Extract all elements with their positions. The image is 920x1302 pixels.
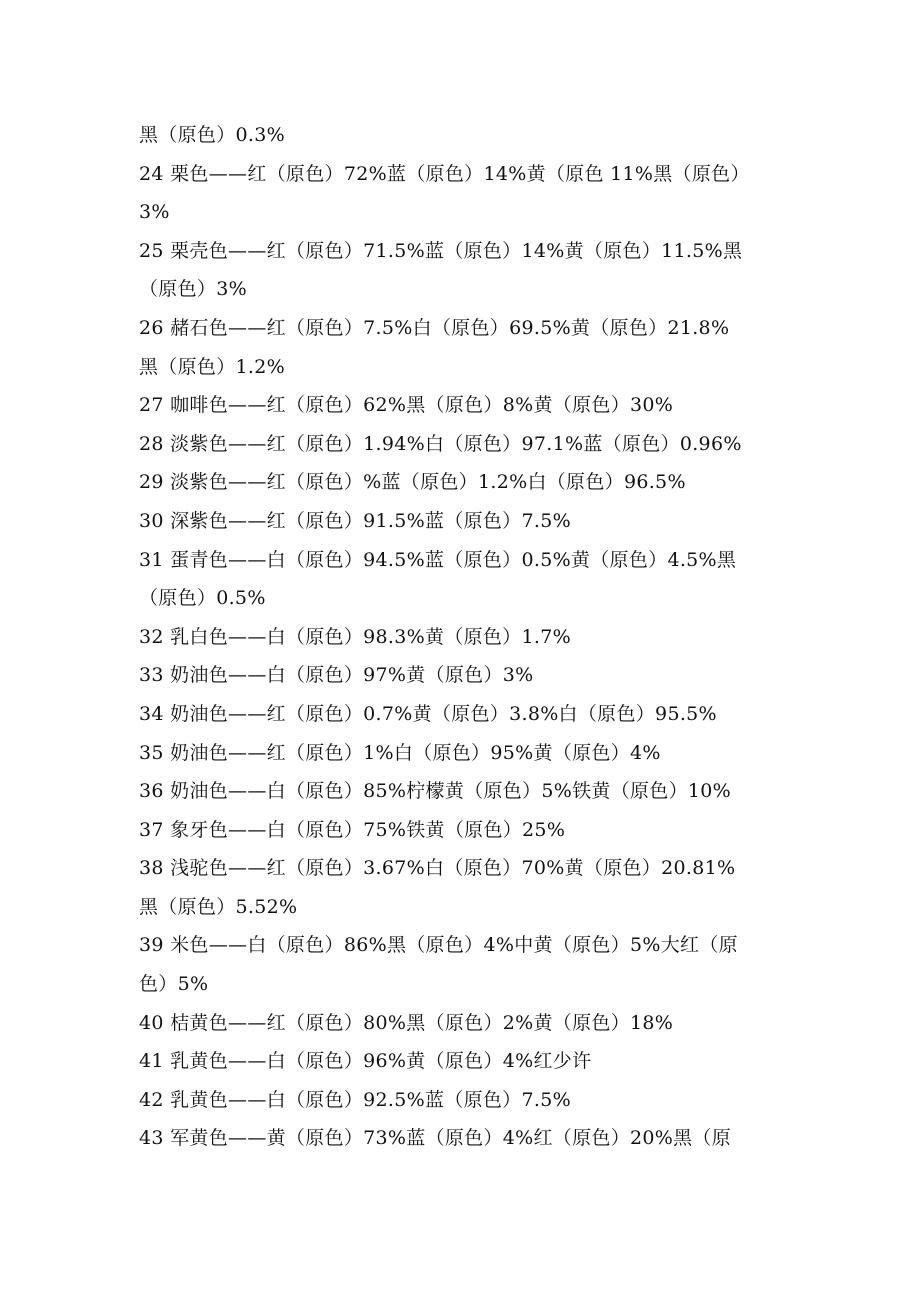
text-line: 3% (139, 201, 170, 224)
text-line: 42 乳黄色——白（原色）92.5%蓝（原色）7.5% (139, 1088, 571, 1111)
text-line: 43 军黄色——黄（原色）73%蓝（原色）4%红（原色）20%黑（原 (139, 1127, 732, 1150)
text-line: 33 奶油色——白（原色）97%黄（原色）3% (139, 664, 534, 687)
text-line: 37 象牙色——白（原色）75%铁黄（原色）25% (139, 818, 566, 841)
text-line: 41 乳黄色——白（原色）96%黄（原色）4%红少许 (139, 1050, 592, 1073)
document-body (139, 116, 789, 1158)
text-line: 29 淡紫色——红（原色）%蓝（原色）1.2%白（原色）96.5% (139, 471, 686, 494)
text-line: 32 乳白色——白（原色）98.3%黄（原色）1.7% (139, 625, 571, 648)
text-line: 30 深紫色——红（原色）91.5%蓝（原色）7.5% (139, 509, 571, 532)
text-line: 黑（原色）5.52% (139, 895, 298, 918)
text-line: 36 奶油色——白（原色）85%柠檬黄（原色）5%铁黄（原色）10% (139, 780, 732, 803)
text-line: 35 奶油色——红（原色）1%白（原色）95%黄（原色）4% (139, 741, 661, 764)
text-line: 34 奶油色——红（原色）0.7%黄（原色）3.8%白（原色）95.5% (139, 702, 717, 725)
text-line: 黑（原色）1.2% (139, 355, 285, 378)
text-line: 28 淡紫色——红（原色）1.94%白（原色）97.1%蓝（原色）0.96% (139, 432, 742, 455)
text-line: 25 栗壳色——红（原色）71.5%蓝（原色）14%黄（原色）11.5%黑 (139, 239, 743, 262)
text-line: 26 赭石色——红（原色）7.5%白（原色）69.5%黄（原色）21.8% (139, 316, 730, 339)
text-line: （原色）3% (139, 278, 247, 301)
text-line: （原色）0.5% (139, 587, 266, 610)
text-line: 38 浅驼色——红（原色）3.67%白（原色）70%黄（原色）20.81% (139, 857, 736, 880)
text-line: 27 咖啡色——红（原色）62%黑（原色）8%黄（原色）30% (139, 394, 674, 417)
text-line: 黑（原色）0.3% (139, 124, 285, 146)
text-line: 24 栗色——红（原色）72%蓝（原色）14%黄（原色 11%黑（原色） (139, 162, 750, 185)
text-line: 色）5% (139, 973, 209, 996)
text-line: 31 蛋青色——白（原色）94.5%蓝（原色）0.5%黄（原色）4.5%黑 (139, 548, 737, 571)
text-line: 39 米色——白（原色）86%黑（原色）4%中黄（原色）5%大红（原 (139, 934, 738, 957)
text-line: 40 桔黄色——红（原色）80%黑（原色）2%黄（原色）18% (139, 1011, 674, 1034)
